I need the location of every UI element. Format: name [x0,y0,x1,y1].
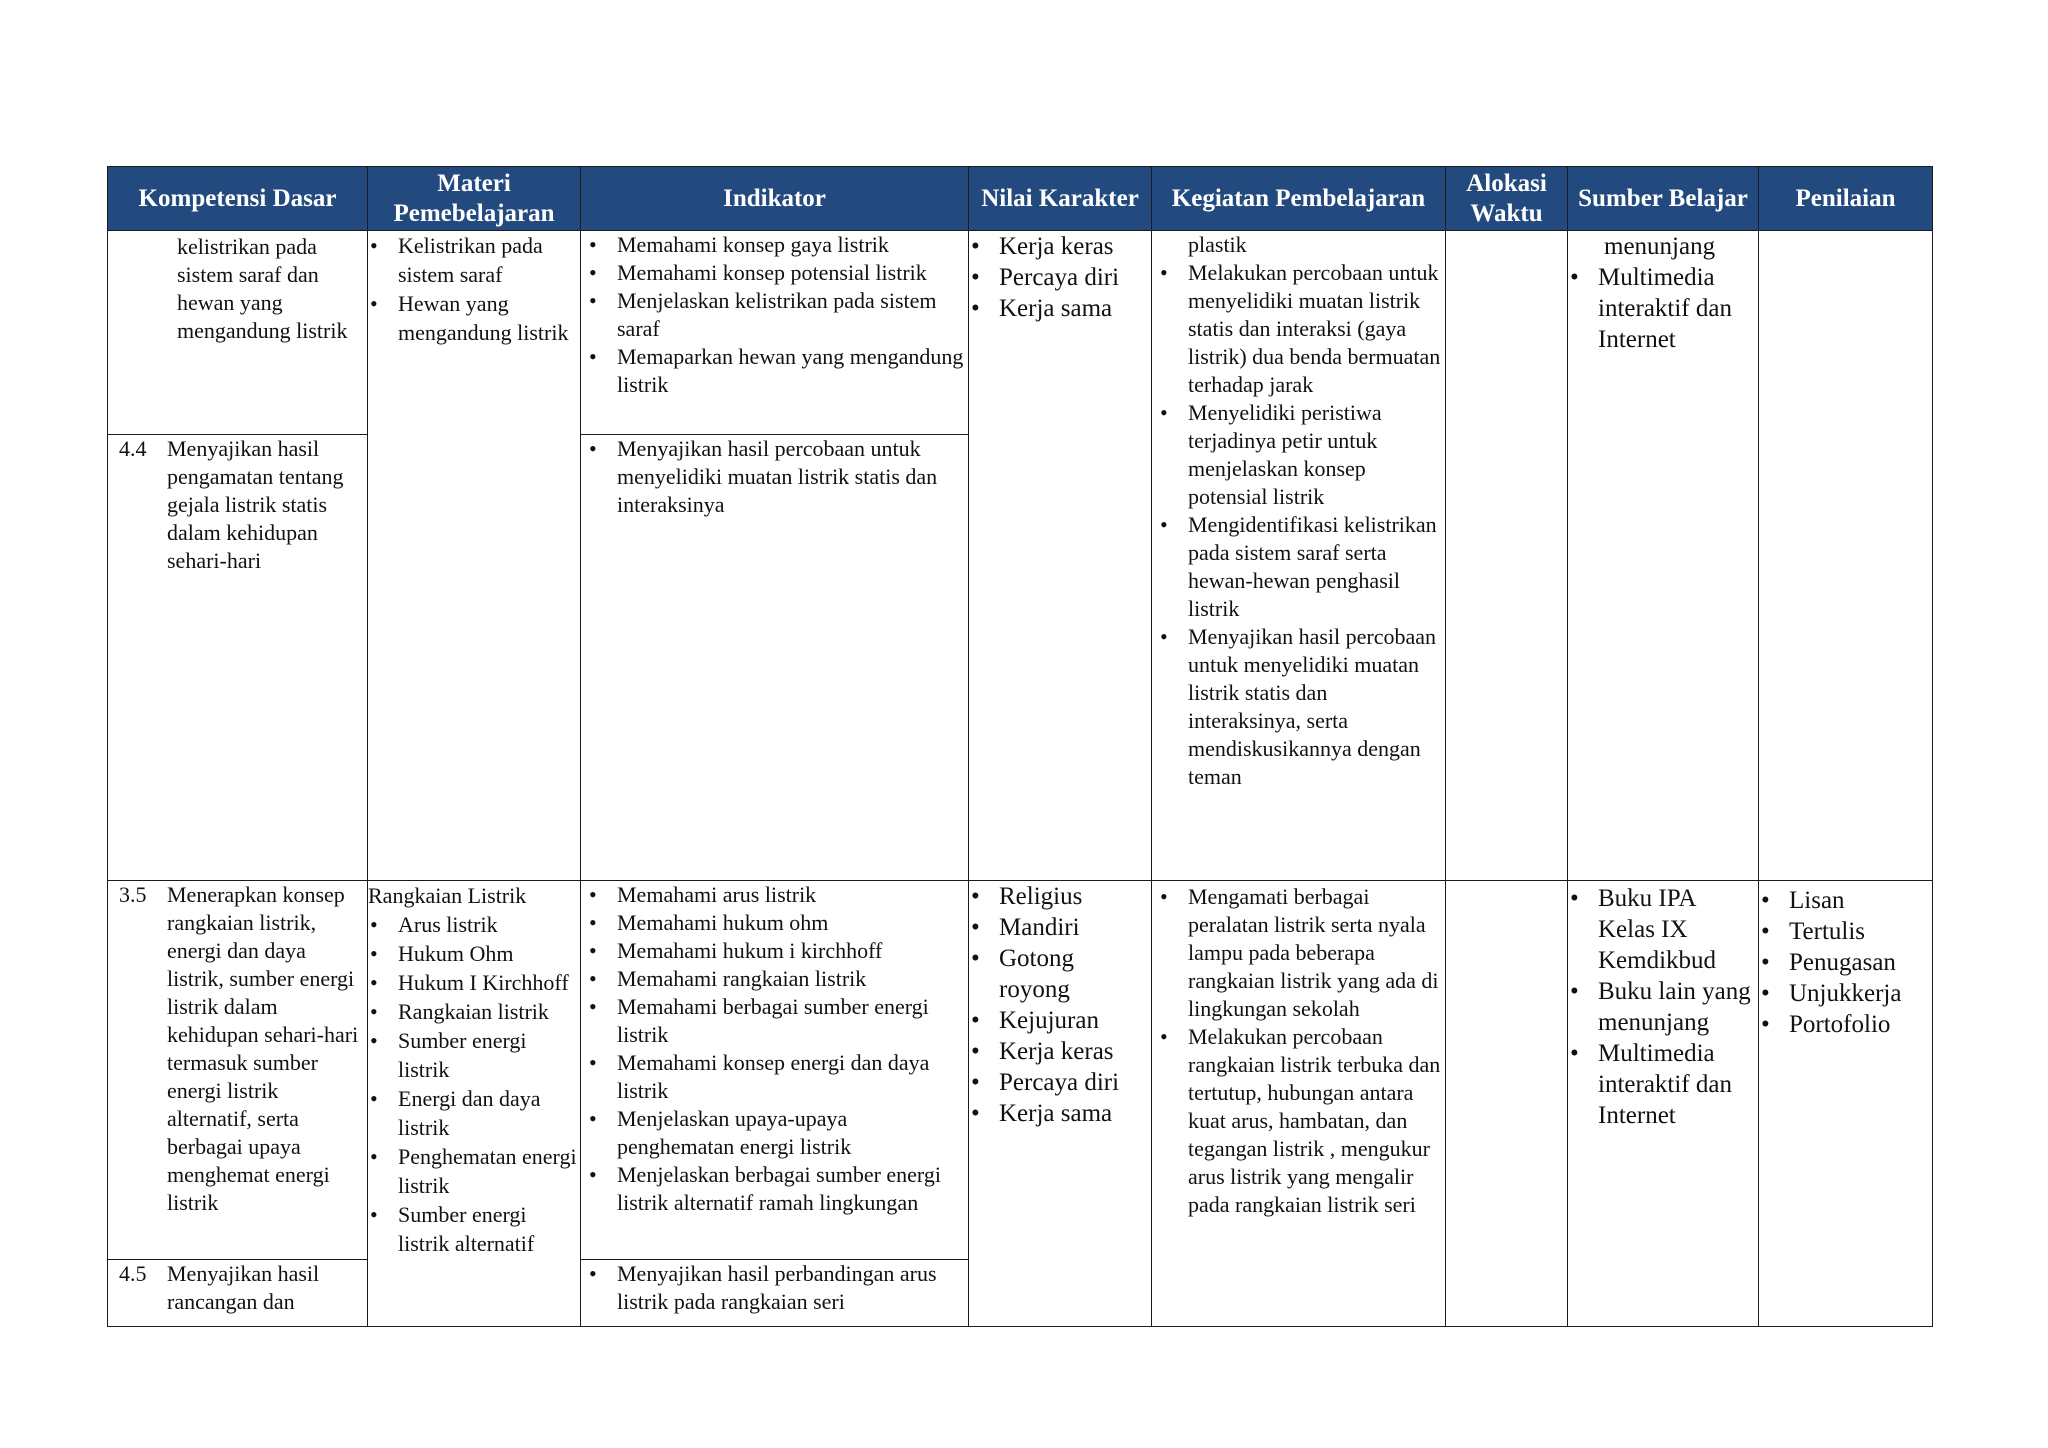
sumber-continued-text: menunjang [1604,233,1716,260]
list-item: • Buku lain yang menunjang [1568,976,1758,1038]
alokasi-cell [1446,881,1568,1327]
kd-cell-4-4 [108,435,368,881]
indikator-cell [581,881,969,1260]
table-row [108,231,1933,435]
list-item: • Memahami hukum ohm [581,909,968,937]
list-item: • Memahami arus listrik [581,881,968,909]
list-item: • Kejujuran [969,1005,1151,1036]
list-item: • Tertulis [1759,916,1932,947]
list-item: • Percaya diri [969,262,1151,293]
header-alokasi-waktu: Alokasi Waktu [1446,167,1568,231]
nilai-cell [969,881,1152,1327]
list-item: • Mandiri [969,912,1151,943]
list-item: • Multimedia interaktif dan Internet [1568,1038,1758,1131]
list-item: • Memahami rangkaian listrik [581,965,968,993]
list-item: • Menyelidiki peristiwa terjadinya petir untuk menjelaskan konsep potensial listrik [1152,399,1445,511]
kd-number: 4.5 [119,1261,147,1286]
header-indikator: Indikator [581,167,969,231]
sumber-cell [1568,231,1759,881]
list-item: • Melakukan percobaan rangkaian listrik terbuka dan tertutup, hubungan antara kuat arus, hambatan, dan tegangan listrik , mengukur arus listrik yang mengalir pada rangkaian listrik seri [1152,1023,1445,1219]
list-item: • Memaparkan hewan yang mengandung listrik [581,343,968,399]
penilaian-cell [1759,231,1933,881]
indikator-cell [581,435,969,881]
list-item: • Arus listrik [368,910,580,939]
list-item: • Kerja keras [969,231,1151,262]
list-item: • Menyajikan hasil perbandingan arus listrik pada rangkaian seri [581,1260,968,1316]
kegiatan-cell [1152,881,1446,1327]
list-item: • Penghematan energi listrik [368,1142,580,1200]
list-item: • Melakukan percobaan untuk menyelidiki muatan listrik statis dan interaksi (gaya listrik) dua benda bermuatan terhadap jarak [1152,259,1445,399]
header-kegiatan: Kegiatan Pembelajaran [1152,167,1446,231]
list-item: • Menyajikan hasil percobaan untuk menyelidiki muatan listrik statis dan interaksinya, serta mendiskusikannya dengan teman [1152,623,1445,791]
header-kompetensi-dasar: Kompetensi Dasar [108,167,368,231]
sumber-cell [1568,881,1759,1327]
indikator-list [581,231,968,399]
nilai-list [969,231,1151,324]
materi-title: Rangkaian Listrik [368,883,527,908]
list-item: • Memahami konsep potensial listrik [581,259,968,287]
kd-text: Menyajikan hasil rancangan dan [167,1261,320,1314]
list-item: • Penugasan [1759,947,1932,978]
sumber-list [1568,262,1758,355]
list-item: • Memahami berbagai sumber energi listrik [581,993,968,1049]
syllabus-table [107,166,1933,1327]
header-sumber-belajar: Sumber Belajar [1568,167,1759,231]
materi-cell [368,231,581,881]
kd-cell-continued [108,231,368,435]
indikator-cell [581,1260,969,1327]
indikator-list [581,435,968,519]
kegiatan-list [1152,259,1445,791]
list-item: • Kerja sama [969,1098,1151,1129]
indikator-list [581,881,968,1217]
sumber-list [1568,883,1758,1131]
list-item: • Multimedia interaktif dan Internet [1568,262,1758,355]
list-item: • Unjukkerja [1759,978,1932,1009]
nilai-list [969,881,1151,1129]
list-item: • Menjelaskan berbagai sumber energi listrik alternatif ramah lingkungan [581,1161,968,1217]
header-nilai-karakter: Nilai Karakter [969,167,1152,231]
kd-text: Menerapkan konsep rangkaian listrik, energi dan daya listrik, sumber energi listrik dalam kehidupan sehari-hari termasuk sumber energi listrik alternatif, serta berbagai upaya menghemat energi listrik [167,882,359,1215]
list-item: • Religius [969,881,1151,912]
materi-list [368,231,580,347]
kegiatan-cell [1152,231,1446,881]
list-item: • Buku IPA Kelas IX Kemdikbud [1568,883,1758,976]
list-item: • Sumber energi listrik alternatif [368,1200,580,1258]
list-item: • Hukum Ohm [368,939,580,968]
list-item: • Kerja keras [969,1036,1151,1067]
kegiatan-list [1152,883,1445,1219]
indikator-cell [581,231,969,435]
kd-number: 4.4 [119,436,147,461]
list-item: • Gotong royong [969,943,1151,1005]
materi-list [368,910,580,1258]
list-item: • Memahami konsep energi dan daya listrik [581,1049,968,1105]
header-materi: Materi Pemebelajaran [368,167,581,231]
kd-cell-4-5 [108,1260,368,1327]
header-penilaian: Penilaian [1759,167,1933,231]
list-item: • Lisan [1759,885,1932,916]
materi-cell [368,881,581,1327]
list-item: • Kerja sama [969,293,1151,324]
kd-text: Menyajikan hasil pengamatan tentang gejala listrik statis dalam kehidupan sehari-hari [167,436,344,573]
list-item: • Menjelaskan upaya-upaya penghematan energi listrik [581,1105,968,1161]
list-item: • Energi dan daya listrik [368,1084,580,1142]
kd-number: 3.5 [119,882,147,907]
indikator-list [581,1260,968,1316]
list-item: • Kelistrikan pada sistem saraf [368,231,580,289]
kd-cell-3-5 [108,881,368,1260]
table-row [108,881,1933,1260]
alokasi-cell [1446,231,1568,881]
penilaian-list [1759,885,1932,1040]
table-header-row [108,167,1933,231]
list-item: • Memahami hukum i kirchhoff [581,937,968,965]
nilai-cell [969,231,1152,881]
kegiatan-continued-text: plastik [1188,232,1247,257]
list-item: • Portofolio [1759,1009,1932,1040]
list-item: • Hewan yang mengandung listrik [368,289,580,347]
penilaian-cell [1759,881,1933,1327]
list-item: • Mengidentifikasi kelistrikan pada sistem saraf serta hewan-hewan penghasil listrik [1152,511,1445,623]
list-item: • Sumber energi listrik [368,1026,580,1084]
list-item: • Hukum I Kirchhoff [368,968,580,997]
list-item: • Percaya diri [969,1067,1151,1098]
list-item: • Menyajikan hasil percobaan untuk menyelidiki muatan listrik statis dan interaksinya [581,435,968,519]
list-item: • Mengamati berbagai peralatan listrik serta nyala lampu pada beberapa rangkaian listrik yang ada di lingkungan sekolah [1152,883,1445,1023]
list-item: • Rangkaian listrik [368,997,580,1026]
kd-continued-text: kelistrikan pada sistem saraf dan hewan yang mengandung listrik [177,234,348,343]
list-item: • Menjelaskan kelistrikan pada sistem saraf [581,287,968,343]
list-item: • Memahami konsep gaya listrik [581,231,968,259]
